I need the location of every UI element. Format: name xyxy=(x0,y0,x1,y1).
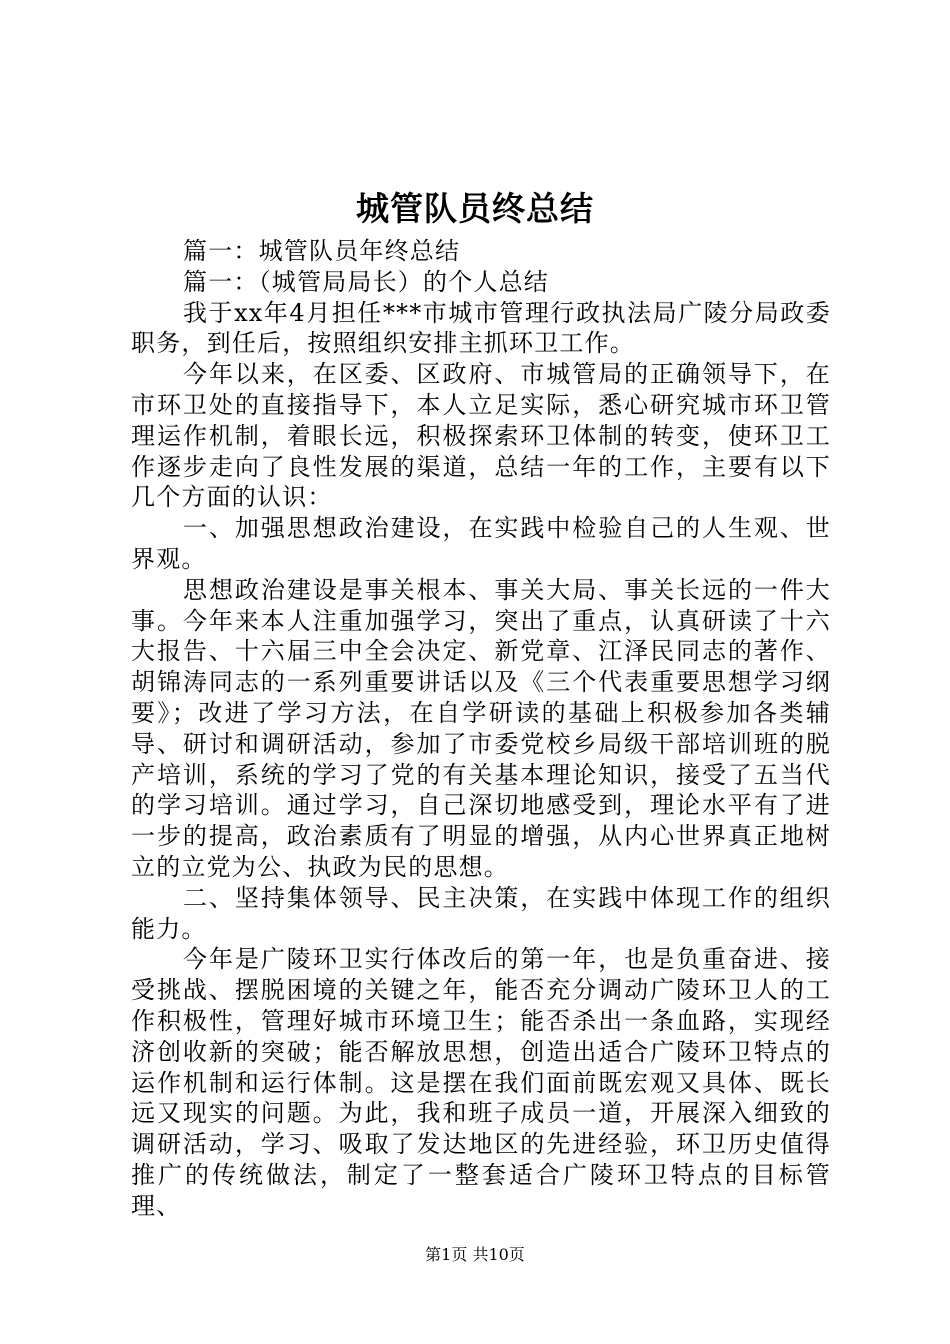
document-body xyxy=(131,236,831,1222)
page-number-footer: 第1页 共10页 xyxy=(425,1245,525,1264)
paragraph: 我于xx年4月担任***市城市管理行政执法局广陵分局政委职务，到任后，按照组织安排主抓环卫工作。 xyxy=(131,298,831,358)
paragraph: 一、加强思想政治建设，在实践中检验自己的人生观、世界观。 xyxy=(131,514,831,573)
paragraph: 今年是广陵环卫实行体改后的第一年，也是负重奋进、接受挑战、摆脱困境的关键之年，能否充分调动广陵环卫人的工作积极性，管理好城市环境卫生；能否杀出一条血路，实现经济创收新的突破；能否解放思想，创造出适合广陵环卫特点的运作机制和运行体制。这是摆在我们面前既宏观又具体、既长远又现实的问题。为此，我和班子成员一道，开展深入细致的调研活动，学习、吸取了发达地区的先进经验，环卫历史值得推广的传统做法，制定了一整套适合广陵环卫特点的目标管理、 xyxy=(131,945,831,1220)
paragraph: 篇一：（城管局局长）的个人总结 xyxy=(183,267,549,296)
document-title: 城管队员终总结 xyxy=(356,189,594,228)
paragraph: 今年以来，在区委、区政府、市城管局的正确领导下，在市环卫处的直接指导下，本人立足实际，悉心研究城市环卫管理运作机制，着眼长远，积极探索环卫体制的转变，使环卫工作逐步走向了良性发展的渠道，总结一年的工作，主要有以下几个方面的认识： xyxy=(131,360,831,512)
paragraph: 二、坚持集体领导、民主决策，在实践中体现工作的组织能力。 xyxy=(131,883,831,943)
paragraph: 思想政治建设是事关根本、事关大局、事关长远的一件大事。今年来本人注重加强学习，突出了重点，认真研读了十六大报告、十六届三中全会决定、新党章、江泽民同志的著作、胡锦涛同志的一系列重要讲话以及《三个代表重要思想学习纲要》；改进了学习方法，在自学研读的基础上积极参加各类辅导、研讨和调研活动，参加了市委党校乡局级干部培训班的脱产培训，系统的学习了党的有关基本理论知识，接受了五当代的学习培训。通过学习，自己深切地感受到，理论水平有了进一步的提高，政治素质有了明显的增强，从内心世界真正地树立的立党为公、执政为民的思想。 xyxy=(131,575,831,881)
paragraph: 篇一：城管队员年终总结 xyxy=(183,237,461,265)
